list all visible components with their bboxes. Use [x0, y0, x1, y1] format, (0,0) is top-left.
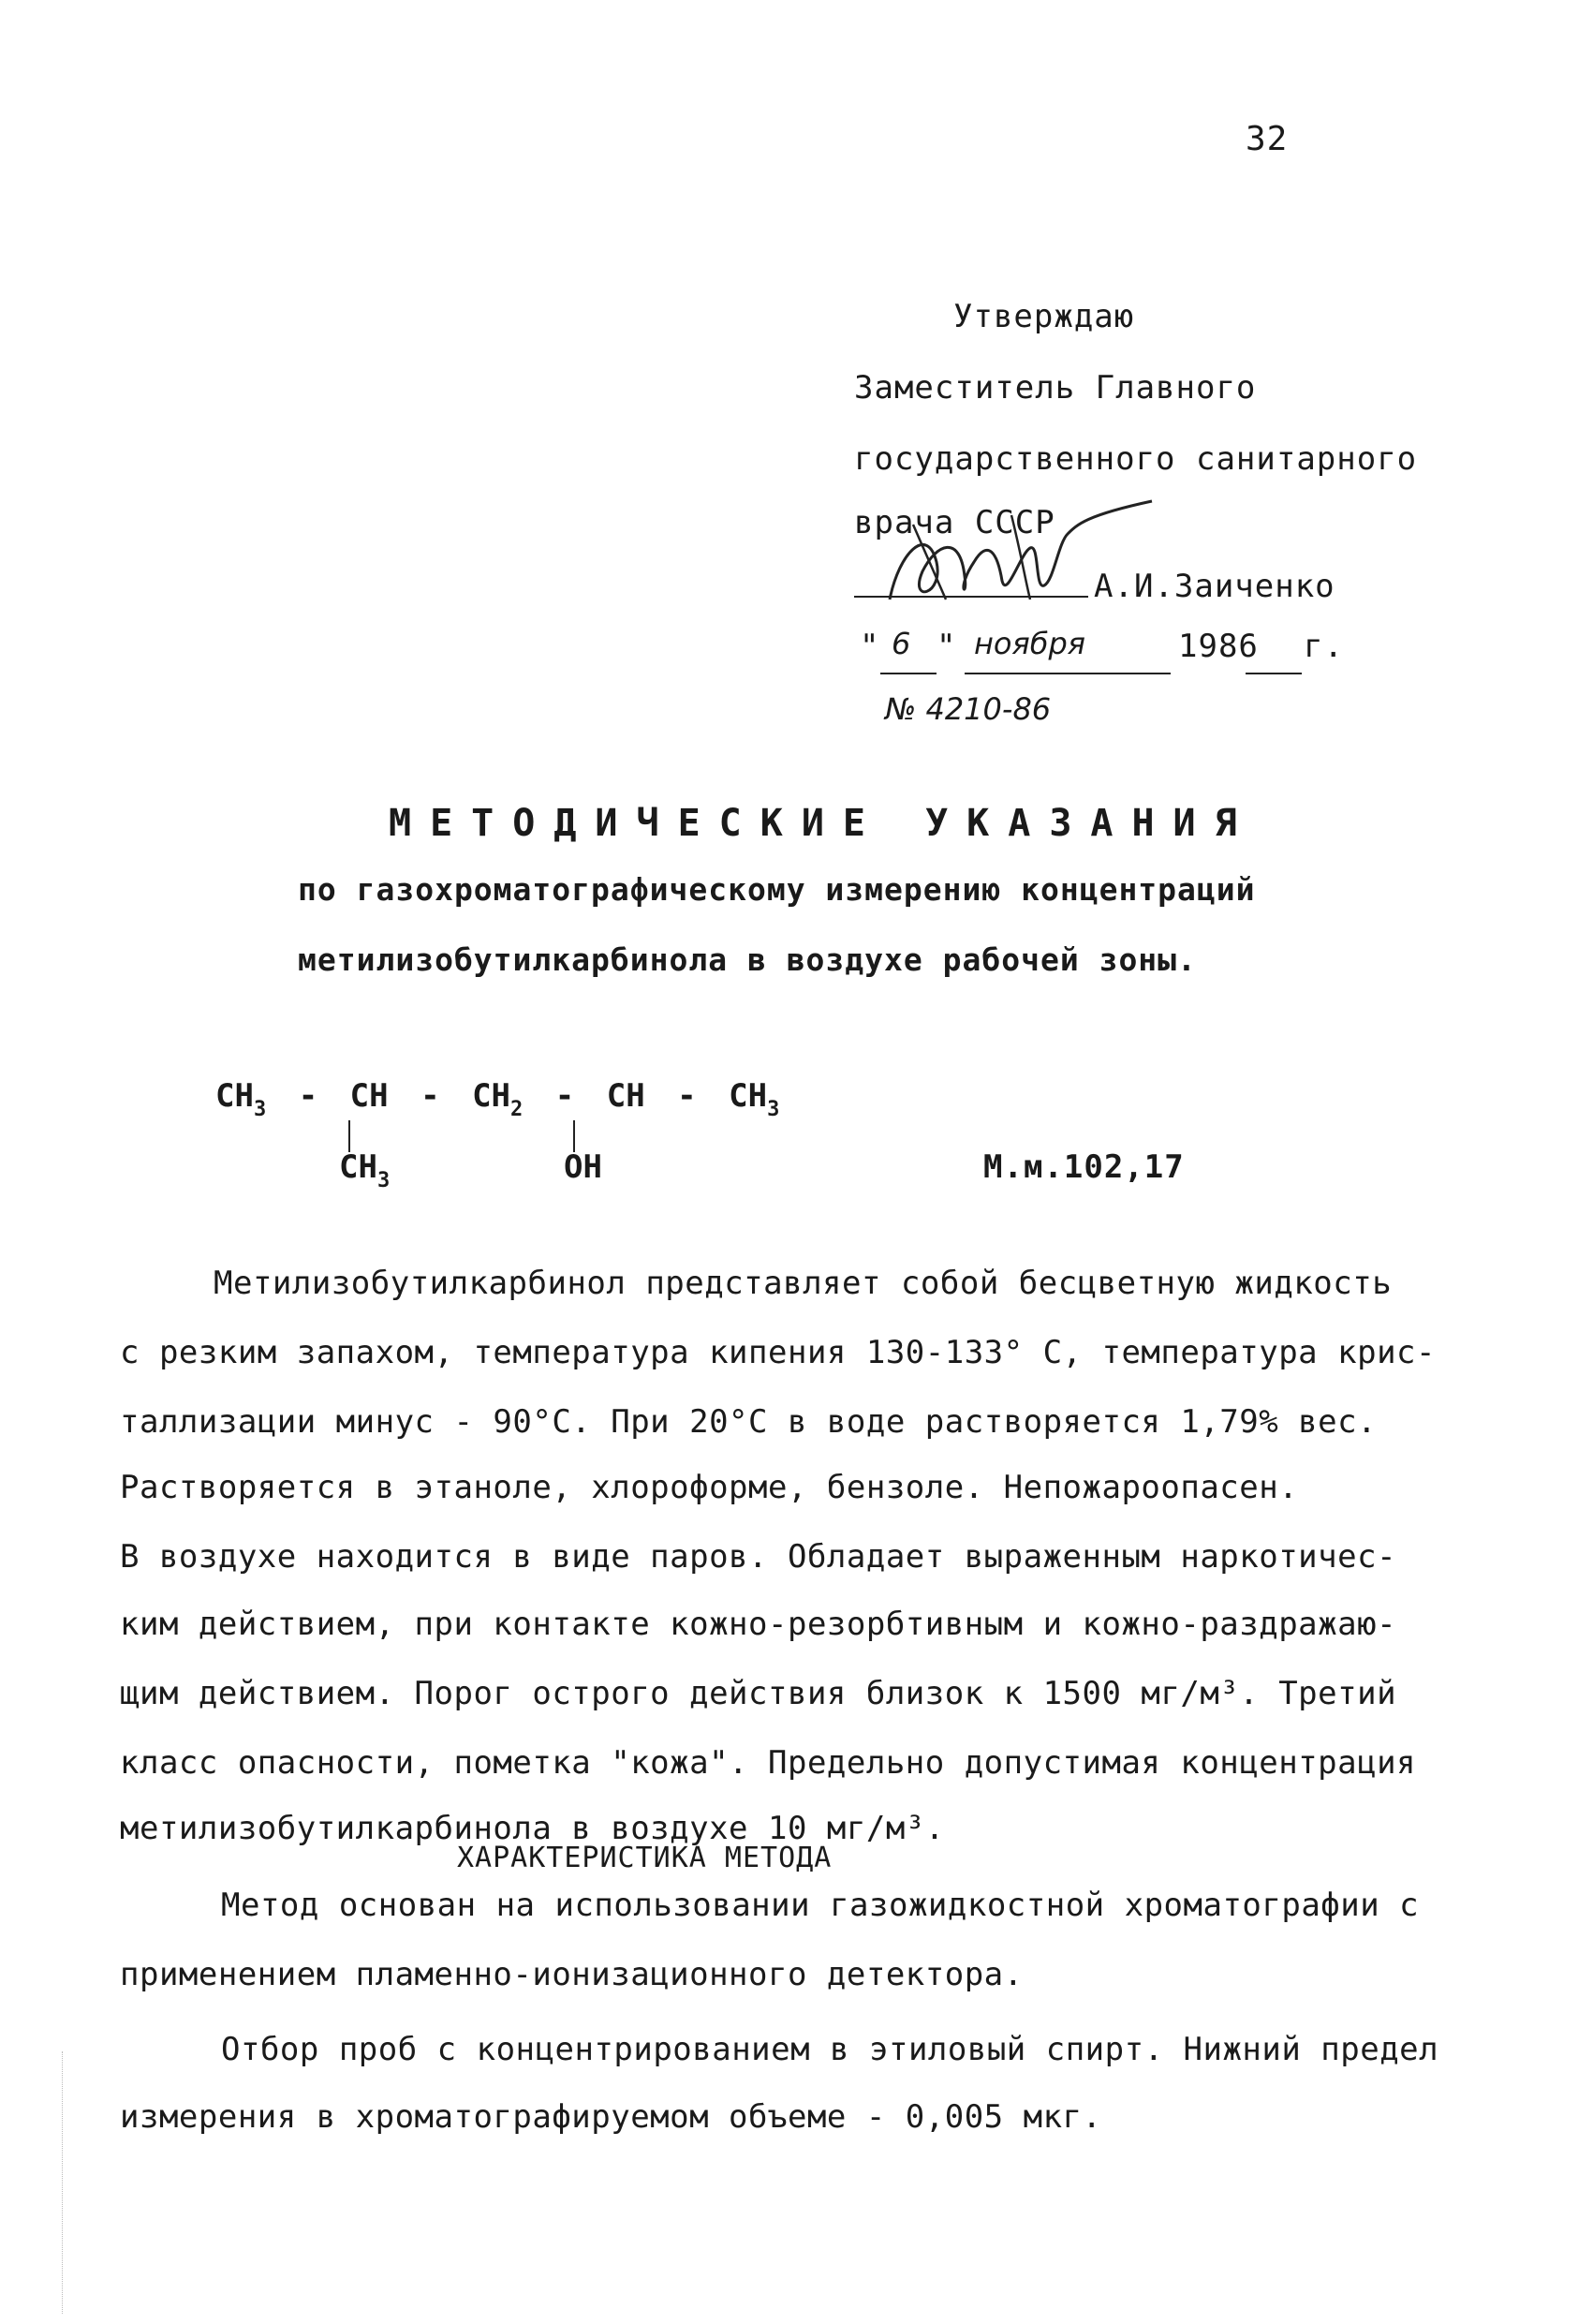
approval-position-end: врача СССР: [854, 504, 1055, 541]
document-title: МЕТОДИЧЕСКИЕ УКАЗАНИЯ: [389, 802, 1256, 845]
date-underline-month: [965, 673, 1171, 674]
text-line: Растворяется в этаноле, хлороформе, бензоле. Непожароопасен.: [120, 1469, 1299, 1506]
document-subtitle-line2: метилизобутилкарбинола в воздухе рабочей зоны.: [298, 941, 1197, 978]
formula-ch3-left: CH: [215, 1077, 254, 1115]
margin-mark: [62, 2051, 63, 2314]
text-line: метилизобутилкарбинола в воздухе 10 мг/м³.: [120, 1810, 945, 1847]
date-year-suffix: г.: [1304, 628, 1344, 665]
formula-main-chain: [215, 1077, 780, 1121]
formula-ch-2: CH: [606, 1077, 645, 1115]
section-heading: ХАРАКТЕРИСТИКА МЕТОДА: [457, 1842, 833, 1874]
text-line: Метод основан на использовании газожидкостной хроматографии с: [221, 1887, 1420, 1924]
text-line: с резким запахом, температура кипения 130-133° С, температура крис-: [120, 1334, 1436, 1371]
document-number: № 4210-86: [885, 691, 1052, 727]
approval-title: Утверждаю: [953, 298, 1135, 335]
text-line: ким действием, при контакте кожно-резорбтивным и кожно-раздражаю-: [120, 1606, 1397, 1643]
date-year: 1986: [1178, 628, 1259, 665]
text-line: класс опасности, пометка "кожа". Предельно допустимая концентрация: [120, 1744, 1417, 1782]
text-line: таллизации минус - 90°С. При 20°С в воде растворяется 1,79% вес.: [120, 1403, 1378, 1441]
date-underline-year: [1246, 673, 1302, 674]
date-day: 6: [892, 626, 911, 661]
text-line: В воздухе находится в виде паров. Обладает выраженным наркотичес-: [120, 1538, 1397, 1576]
formula-branch-ch3-text: CH: [339, 1148, 377, 1186]
text-line: Метилизобутилкарбинол представляет собой бесцветную жидкость: [214, 1265, 1393, 1302]
formula-bond: -: [420, 1077, 440, 1115]
formula-branch-oh: OH: [564, 1148, 602, 1186]
signature-line: [854, 596, 1088, 598]
formula-ch-1: CH: [349, 1077, 389, 1115]
approver-name: А.И.Заиченко: [1094, 568, 1335, 605]
formula-bond: -: [554, 1077, 575, 1115]
approval-position-cont: государственного санитарного: [854, 440, 1418, 478]
formula-vertical-bond-1: [348, 1120, 350, 1152]
molar-mass: М.м.102,17: [983, 1148, 1185, 1186]
formula-ch3-left-sub: 3: [253, 1098, 267, 1121]
text-line: щим действием. Порог острого действия близок к 1500 мг/м³. Третий: [120, 1675, 1397, 1712]
date-quote-open: ": [860, 628, 880, 665]
formula-ch3-right-sub: 3: [767, 1098, 780, 1121]
document-subtitle-line1: по газохроматографическому измерению концентраций: [298, 871, 1256, 908]
formula-ch2: CH: [472, 1077, 511, 1115]
formula-branch-ch3: [339, 1148, 391, 1192]
text-line: измерения в хроматографируемом объеме - 0,005 мкг.: [120, 2098, 1102, 2136]
formula-bond: -: [677, 1077, 697, 1115]
formula-bond: -: [298, 1077, 318, 1115]
page-number: 32: [1246, 120, 1289, 158]
date-quote-close: ": [937, 628, 957, 665]
text-line: Отбор проб с концентрированием в этиловый спирт. Нижний предел: [221, 2031, 1439, 2068]
formula-vertical-bond-2: [573, 1120, 575, 1152]
formula-ch2-sub: 2: [510, 1098, 524, 1121]
formula-branch-ch3-sub: 3: [376, 1169, 391, 1192]
date-month: ноября: [974, 626, 1086, 661]
approval-position: Заместитель Главного: [854, 369, 1257, 407]
text-line: применением пламенно-ионизационного детектора.: [120, 1956, 1024, 1993]
date-underline-day: [880, 673, 937, 674]
formula-ch3-right: CH: [729, 1077, 768, 1115]
